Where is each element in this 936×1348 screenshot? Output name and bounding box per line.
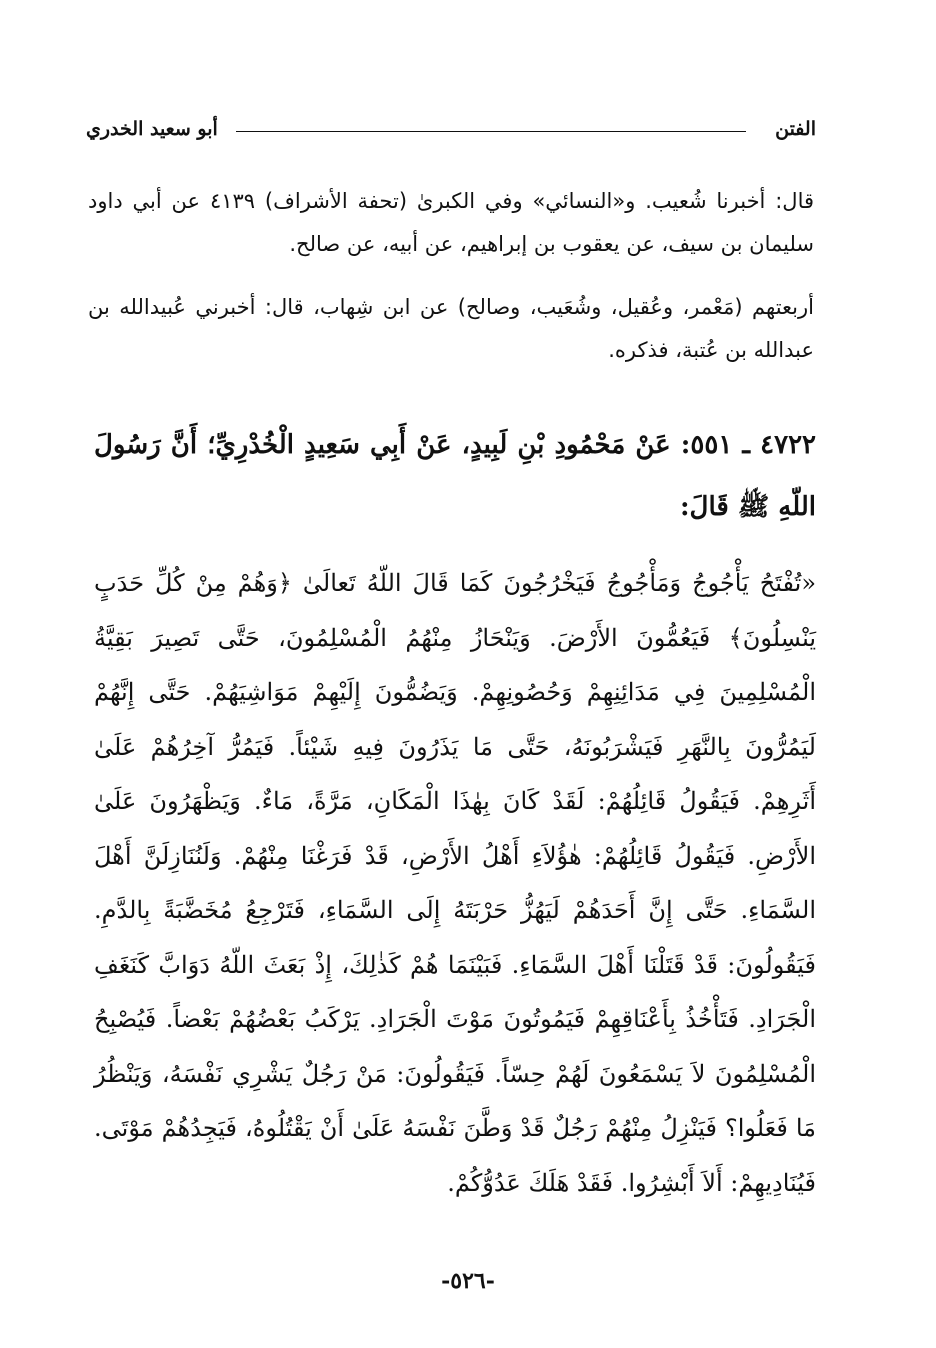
hadith-block [94,414,816,1210]
page-number: -٥٢٦- [441,1268,495,1294]
chapter-title: الفتن [775,118,816,140]
footnotes-block [88,180,814,392]
note-paragraph: قال: أخبرنا شُعيب. و«النسائي» وفي الكبرىٰ (تحفة الأشراف) ٤١٣٩ عن أبي داود سليمان بن سيف، عن يعقوب بن إبراهيم، عن أبيه، عن صالح. [88,189,815,256]
section-title: أبو سعيد الخدري [86,118,218,140]
running-header [86,114,816,148]
header-rule [236,131,746,132]
hadith-text: «تُفْتَحُ يَأْجُوجُ وَمَأْجُوجُ فَيَخْرُجُونَ كَمَا قَالَ اللّهُ تَعالَىٰ ﴿وَهُمْ مِنْ كُلِّ حَدَبٍ يَنْسِلُونَ﴾ فَيَعُمُّونَ الأَرْضَ. وَيَنْحَازُ مِنْهُمُ الْمُسْلِمُونَ، حَتَّى تَصِيرَ بَقِيَّةُ الْمُسْلِمِينَ فِي مَدَائِنِهِمْ وَحُصُونِهِمْ. وَيَضُمُّونَ إِلَيْهِمْ مَوَاشِيَهُمْ. حَتَّى إِنَّهُمْ لَيَمُرُّونَ بِالنَّهَرِ فَيَشْرَبُونَهُ، حَتَّى مَا يَذَرُونَ فِيهِ شَيْئاً. فَيَمُرُّ آخِرُهُمْ عَلَىٰ أَثَرِهِمْ. فَيَقُولُ قَائِلُهُمْ: لَقَدْ كَانَ بِهٰذَا الْمَكَانِ، مَرَّةً، مَاءٌ. وَيَظْهَرُونَ عَلَىٰ الأَرْضِ. فَيَقُولُ قَائِلُهُمْ: هٰؤُلاَءِ أَهْلُ الأَرْضِ، قَدْ فَرَغْنَا مِنْهُمْ. وَلَنُنَازِلَنَّ أَهْلَ السَّمَاءِ. حَتَّى إِنَّ أَحَدَهُمْ لَيَهُزُّ حَرْبَتَهُ إِلَى السَّمَاءِ، فَتَرْجِعُ مُخَضَّبَةً بِالدَّمِ. فَيَقُولُونَ: قَدْ قَتَلْنَا أَهْلَ السَّمَاءِ. فَبَيْنَمَا هُمْ كَذٰلِكَ، إِذْ بَعَثَ اللّهُ دَوَابَّ كَنَغَفِ الْجَرَادِ. فَتَأْخُذُ بِأَعْنَاقِهِمْ فَيَمُوتُونَ مَوْتَ الْجَرَادِ. يَرْكَبُ بَعْضُهُمْ بَعْضاً. فَيُصْبِحُ الْمُسْلِمُونَ لاَ يَسْمَعُونَ لَهُمْ حِسّاً. فَيَقُولُونَ: مَنْ رَجُلٌ يَشْرِي نَفْسَهُ، وَيَنْظُرُ مَا فَعَلُوا؟ فَيَنْزِلُ مِنْهُمْ رَجُلٌ قَدْ وَطَّنَ نَفْسَهُ عَلَىٰ أَنْ يَقْتُلُوهُ، فَيَجِدُهُمْ مَوْتَى. فَيُنَادِيهِمْ: أَلاَ أَبْشِرُوا. فَقَدْ هَلَكَ عَدُوُّكُمْ. [94,569,816,1197]
note-paragraph: أربعتهم (مَعْمر، وعُقيل، وشُعَيب، وصالح) عن ابن شِهاب، قال: أخبرني عُبيدالله بن عبدالله بن عُتبة، فذكره. [88,295,814,362]
hadith-heading: ٤٧٢٢ ـ ٥٥١: عَنْ مَحْمُودِ بْنِ لَبِيدٍ، عَنْ أَبِي سَعِيدٍ الْخُدْرِيِّ؛ أَنَّ رَسُولَ اللّهِ ﷺ قَالَ: [94,430,816,522]
